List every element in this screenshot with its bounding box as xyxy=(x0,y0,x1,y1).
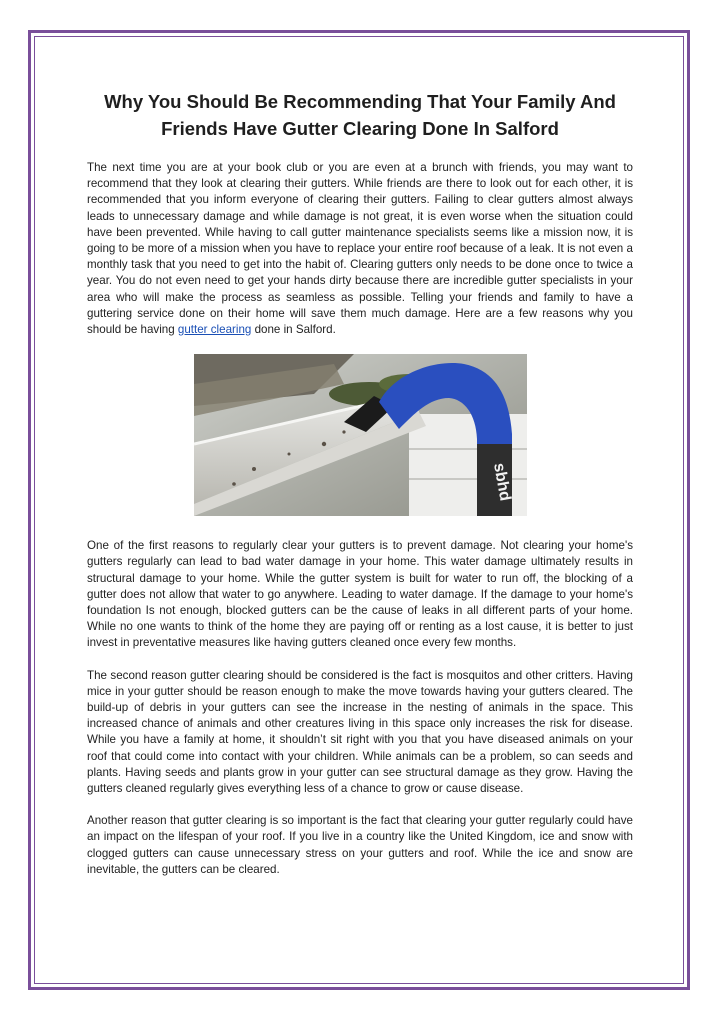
gutter-hose-photo xyxy=(194,354,527,516)
gutter-clearing-link[interactable]: gutter clearing xyxy=(177,323,252,337)
article xyxy=(87,88,633,894)
paragraph-1-text: The next time you are at your book club or you are even at a brunch with friends, you may want to recommend that they look at clearing their gutters. While friends are there to look out for each other, it is recommended that you inform everyone of clearing their gutters. Failing to clear gutters almost always leads to unnecessary damage and while damage is not great, it is even worse when the situation could have been prevented. While having to call gutter maintenance specialists seems like a mission now, it is going to be more of a mission when you have to replace your entire roof because of a leak. It is not even a monthly task that you need to get into the habit of. Clearing gutters only needs to be done once to twice a year. You do not even need to get your hands dirty because there are incredible gutter specialists in your area who will make the process as seamless as possible. Telling your friends and family to have a guttering service done on their home will save them much damage. Here are a few reasons why you should be having xyxy=(87,161,633,337)
paragraph-3: The second reason gutter clearing should be considered is the fact is mosquitos and other critters. Having mice in your gutter should be reason enough to make the move towards having your gutters cleared. The build-up of debris in your gutters can see the increase in the nesting of animals in the space. This increased chance of animals and other creatures living in this space only increases the risk for disease. While you have a family at home, it shouldn’t sit right with you that you have diseased animals on your roof that could come into contact with your children. While animals can be a problem, so can seeds and plants. Having seeds and plants grow in your gutter can see structural damage as they grow. Having the gutters cleaned regularly gives everything less of a chance to grow or cause disease. xyxy=(87,668,633,796)
paragraph-1-end: done in Salford. xyxy=(251,323,336,337)
article-title: Why You Should Be Recommending That Your Family And Friends Have Gutter Clearing Done In Salford xyxy=(104,91,616,139)
paragraph-2: One of the first reasons to regularly clear your gutters is to prevent damage. Not clearing your home's gutters regularly can lead to bad water damage in your home. This water damage ultimately results in structural damage to your home. While the gutter system is built for water to run off, the blocking of a gutter does not allow that water to go anywhere. Leading to water damage. If the damage to your home's foundation Is not enough, blocked gutters can be the cause of leaks in all different parts of your home. While no one wants to think of the home they are paying off or renting as a lost cause, it is better to just invest in preventative measures like having gutters cleaned once every few months. xyxy=(87,539,633,650)
paragraph-4: Another reason that gutter clearing is so important is the fact that clearing your gutter regularly could have an impact on the lifespan of your roof. If you live in a country like the United Kingdom, ice and snow with clogged gutters can cause unnecessary stress on your gutters and roof. While the ice and snow are inevitable, the gutters can be cleared. xyxy=(87,814,633,876)
paragraph-1 xyxy=(87,160,633,338)
hose-print: sbhd xyxy=(489,461,513,503)
